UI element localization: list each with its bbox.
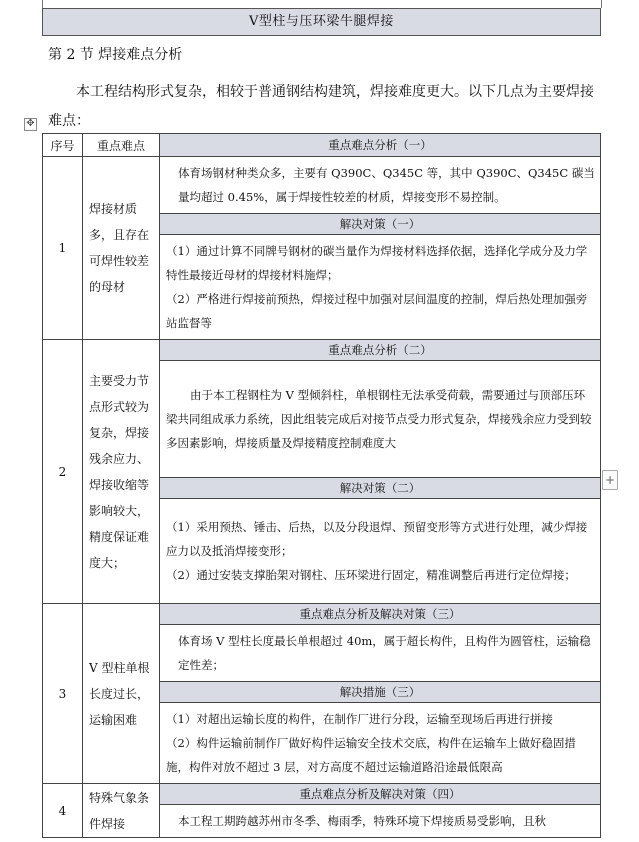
solution-text	[160, 235, 601, 340]
analysis-header: 重点难点分析（二）	[160, 340, 601, 361]
document-title: V型柱与压环梁牛腿焊接	[42, 8, 601, 36]
header-analysis: 重点难点分析（一）	[160, 134, 601, 157]
plus-icon[interactable]: +	[602, 470, 618, 490]
solution-header: 解决措施（三）	[160, 682, 601, 703]
solution-header: 解决对策（二）	[160, 478, 601, 499]
solution-text	[160, 703, 601, 784]
table-row	[43, 604, 601, 625]
analysis-text: 由于本工程钢柱为 V 型倾斜柱，单根钢柱无法承受荷载，需要通过与顶部压环梁共同组成承力系统，因此组装完成后对接节点受力形式复杂，焊接残余应力受到较多因素影响，焊接质量及焊接精度控制难度大	[160, 361, 601, 478]
solution-item: （1）采用预热、锤击、后热，以及分段退焊、预留变形等方式进行处理，减少焊接应力以及抵消焊接变形；	[166, 520, 588, 558]
row-difficulty: 主要受力节点形式较为复杂，焊接残余应力、焊接收缩等影响较大，精度保证难度大；	[83, 340, 160, 604]
analysis-header: 重点难点分析及解决对策（三）	[160, 604, 601, 625]
solution-item: （1）对超出运输长度的构件，在制作厂进行分段，运输至现场后再进行拼接	[166, 712, 553, 726]
row-difficulty: 焊接材质多，且存在可焊性较差的母材	[83, 157, 160, 340]
row-number: 2	[43, 340, 83, 604]
row-number: 4	[43, 784, 83, 838]
solution-item: （1）通过计算不同牌号钢材的碳当量作为焊接材料选择依据，选择化学成分及力学特性最接近母材的焊接材料施焊；	[166, 244, 588, 282]
table-row	[43, 784, 601, 805]
row-difficulty: V 型柱单根长度过长，运输困难	[83, 604, 160, 784]
analysis-text: 本工程工期跨越苏州市冬季、梅雨季，特殊环境下焊接质易受影响，且秋	[160, 805, 601, 838]
header-point: 重点难点	[83, 134, 160, 157]
move-anchor-icon[interactable]: ✥	[24, 118, 37, 131]
analysis-header: 重点难点分析及解决对策（四）	[160, 784, 601, 805]
analysis-text: 体育场 V 型柱长度最长单根超过 40m，属于超长构件，且构件为圆管柱，运输稳定性差；	[160, 625, 601, 682]
solution-item: （2）通过安装支撑胎架对钢柱、压环梁进行固定，精准调整后再进行定位焊接；	[166, 568, 576, 582]
solution-text	[160, 499, 601, 604]
table-row	[43, 157, 601, 214]
intro-paragraph: 本工程结构形式复杂，相较于普通钢结构建筑，焊接难度更大。以下几点为主要焊接难点：	[48, 84, 594, 129]
row-difficulty: 特殊气象条件焊接	[83, 784, 160, 838]
table-header-row	[43, 134, 601, 157]
solution-header: 解决对策（一）	[160, 214, 601, 235]
analysis-text: 体育场钢材种类众多，主要有 Q390C、Q345C 等，其中 Q390C、Q345C 碳当量均超过 0.45%，属于焊接性较差的材质，焊接变形不易控制。	[160, 157, 601, 214]
header-no: 序号	[43, 134, 83, 157]
table-row	[43, 340, 601, 361]
section-heading: 第 2 节 焊接难点分析	[48, 47, 183, 63]
row-number: 1	[43, 157, 83, 340]
solution-item: （2）严格进行焊接前预热，焊接过程中加强对层间温度的控制，焊后热处理加强旁站监督等	[166, 292, 588, 330]
row-number: 3	[43, 604, 83, 784]
page-top-border	[42, 0, 602, 8]
solution-item: （2）构件运输前制作厂做好构件运输安全技术交底，构件在运输车上做好稳固措施，构件对放不超过 3 层，对方高度不超过运输道路沿途最低限高	[166, 736, 576, 774]
difficulty-table	[42, 133, 601, 838]
